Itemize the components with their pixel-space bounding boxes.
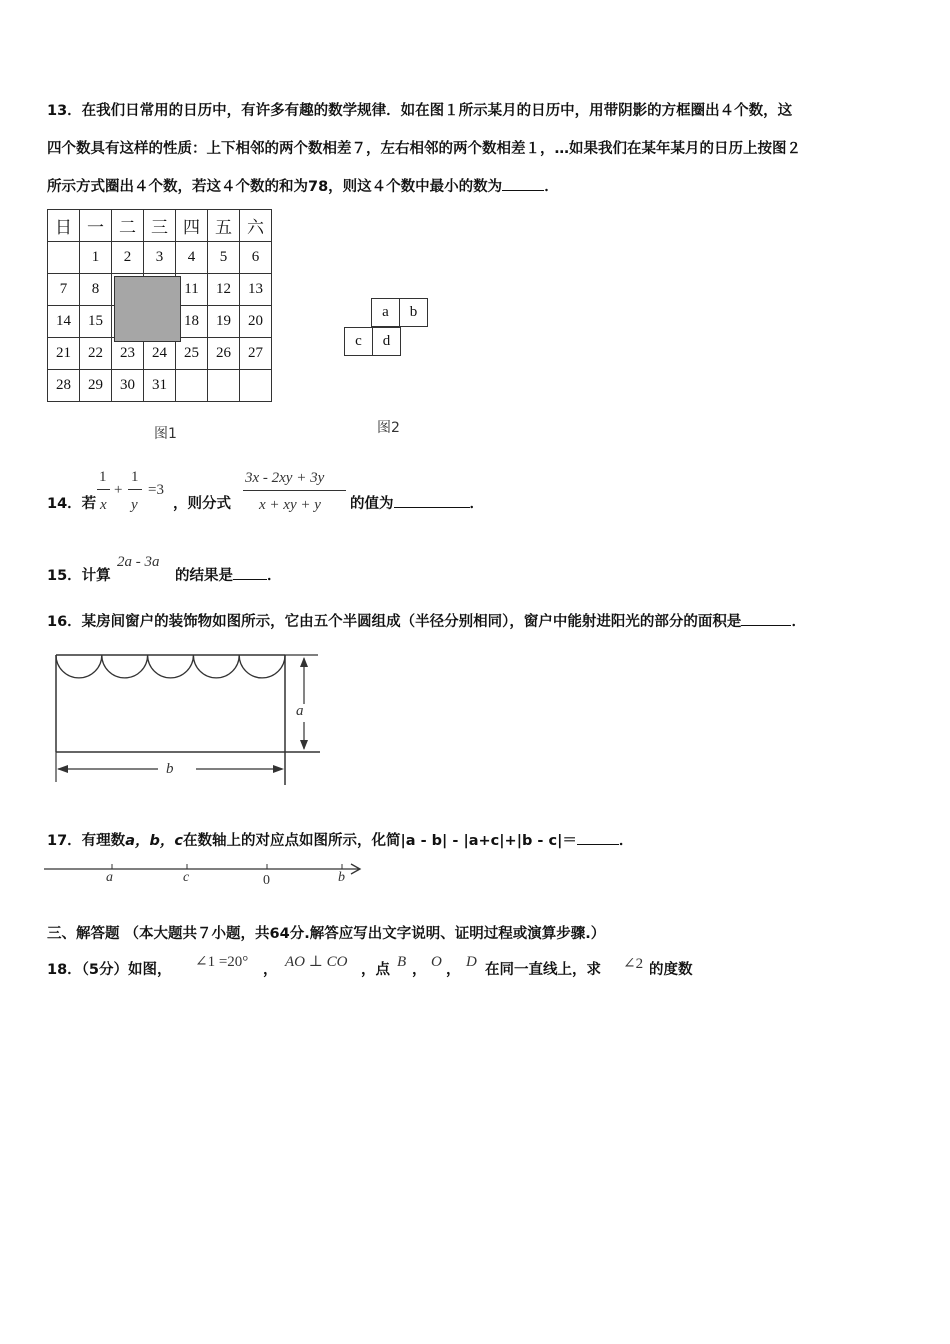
q14-prefix: 14．若 bbox=[47, 496, 97, 512]
calendar-cell: 15 bbox=[80, 306, 112, 338]
calendar-cell: 25 bbox=[176, 338, 208, 370]
answer-blank bbox=[502, 189, 544, 191]
q14-frac3-num: 3x - 2xy + 3y bbox=[245, 470, 325, 486]
q16-label-b: b bbox=[166, 761, 174, 777]
calendar-cell: 22 bbox=[80, 338, 112, 370]
calendar-cell: 5 bbox=[208, 242, 240, 274]
axis-label-zero: 0 bbox=[263, 873, 270, 888]
calendar-cell: 6 bbox=[240, 242, 272, 274]
shaded-box bbox=[114, 276, 181, 342]
q18-comma2: ， bbox=[446, 962, 461, 978]
q14-frac1-den: x bbox=[100, 497, 107, 513]
calendar-cell: 3 bbox=[144, 242, 176, 274]
q14-frac3-den: x + xy + y bbox=[259, 497, 321, 513]
q18-point-d: D bbox=[466, 954, 477, 970]
q15-expr: 2a - 3a bbox=[117, 554, 160, 570]
q18-perp: AO ⊥ CO bbox=[285, 954, 348, 970]
q13-line3-text: 所示方式圈出４个数，若这４个数的和为78，则这４个数中最小的数为 bbox=[47, 179, 503, 195]
q16-text-body: 16．某房间窗户的装饰物如图所示，它由五个半圆组成（半径分别相同），窗户中能射进阳光的部分的面积是 bbox=[47, 614, 742, 630]
calendar-cell bbox=[176, 370, 208, 402]
calendar-cell bbox=[48, 242, 80, 274]
fraction-bar bbox=[243, 490, 346, 491]
calendar-cell: 30 bbox=[112, 370, 144, 402]
q17-mid: 在数轴上的对应点如图所示，化简 bbox=[182, 833, 401, 849]
figure-2-bottom-row bbox=[344, 327, 401, 356]
q17-prefix: 17．有理数 bbox=[47, 833, 126, 849]
calendar-cell: 1 bbox=[80, 242, 112, 274]
q17-text bbox=[47, 834, 633, 849]
q17-expr: |a - b| - |a+c|+|b - c|＝ bbox=[400, 833, 577, 849]
q14-frac1-num: 1 bbox=[99, 469, 107, 485]
calendar-header-row bbox=[48, 210, 272, 242]
q14-end: ． bbox=[469, 496, 484, 512]
fig2-cell-d: d bbox=[373, 328, 401, 356]
window-figure bbox=[50, 650, 330, 790]
calendar-cell: 12 bbox=[208, 274, 240, 306]
q18-prefix: 18．（5分）如图， bbox=[47, 962, 172, 978]
fig2-cell-b: b bbox=[400, 299, 428, 327]
q18-suffix: 的度数 bbox=[649, 962, 693, 978]
calendar-cell: 28 bbox=[48, 370, 80, 402]
q14-plus: + bbox=[114, 482, 123, 498]
calendar-header-cell: 二 bbox=[112, 210, 144, 242]
fig2-cell-a: a bbox=[372, 299, 400, 327]
q18-angle2: ∠2 bbox=[623, 956, 644, 972]
calendar-cell: 27 bbox=[240, 338, 272, 370]
q16-end: ． bbox=[791, 614, 806, 630]
q15-suffix bbox=[175, 569, 282, 584]
figure-2-caption: 图2 bbox=[377, 420, 400, 436]
q14-equals: =3 bbox=[148, 482, 164, 498]
q18-mid: ，点 bbox=[361, 962, 390, 978]
q16-text bbox=[47, 615, 806, 630]
calendar-cell: 8 bbox=[80, 274, 112, 306]
q18-point-b: B bbox=[397, 954, 407, 970]
figure-2-top-row bbox=[371, 298, 428, 327]
q15-end: ． bbox=[267, 568, 282, 584]
calendar-cell: 26 bbox=[208, 338, 240, 370]
calendar-cell: 23 bbox=[112, 338, 144, 370]
answer-blank bbox=[394, 506, 470, 508]
calendar-header-cell: 六 bbox=[240, 210, 272, 242]
answer-blank bbox=[577, 843, 619, 845]
answer-blank bbox=[741, 624, 791, 626]
calendar-cell: 2 bbox=[112, 242, 144, 274]
axis-label-b: b bbox=[338, 870, 345, 885]
calendar-cell: 21 bbox=[48, 338, 80, 370]
q18-point-o: O bbox=[431, 954, 442, 970]
q18-angle1: ∠1 =20° bbox=[195, 954, 249, 970]
answer-blank bbox=[233, 578, 267, 580]
calendar-cell: 19 bbox=[208, 306, 240, 338]
q18-comma1: ， bbox=[412, 962, 427, 978]
calendar-header-cell: 三 bbox=[144, 210, 176, 242]
calendar-header-cell: 四 bbox=[176, 210, 208, 242]
q13-line3 bbox=[47, 180, 559, 195]
calendar-cell: 29 bbox=[80, 370, 112, 402]
q15-prefix: 15．计算 bbox=[47, 568, 111, 584]
calendar-header-cell: 日 bbox=[48, 210, 80, 242]
calendar-cell: 13 bbox=[240, 274, 272, 306]
calendar-cell: 24 bbox=[144, 338, 176, 370]
calendar-cell: 4 bbox=[176, 242, 208, 274]
fraction-bar bbox=[128, 489, 142, 490]
q17-end: ． bbox=[618, 833, 634, 849]
section-3-heading: 三、解答题 （本大题共７小题，共64分.解答应写出文字说明、证明过程或演算步骤.） bbox=[47, 926, 606, 942]
q18-sep1: ， bbox=[263, 962, 278, 978]
figure-1-caption: 图1 bbox=[154, 426, 177, 442]
axis-label-c: c bbox=[183, 870, 190, 885]
q14-frac2-den: y bbox=[131, 497, 138, 513]
q14-suffix bbox=[350, 497, 484, 512]
q18-text: 在同一直线上，求 bbox=[485, 962, 601, 978]
calendar-row bbox=[48, 370, 272, 402]
calendar-cell: 18 bbox=[176, 306, 208, 338]
calendar-row bbox=[48, 242, 272, 274]
calendar-cell: 14 bbox=[48, 306, 80, 338]
q13-line1: 13．在我们日常用的日历中，有许多有趣的数学规律．如在图１所示某月的日历中，用带阴影的方框圈出４个数，这 bbox=[47, 103, 793, 119]
q15-suffix-text: 的结果是 bbox=[175, 568, 233, 584]
fraction-bar bbox=[97, 489, 110, 490]
calendar-row bbox=[48, 338, 272, 370]
calendar-cell: 31 bbox=[144, 370, 176, 402]
q16-label-a: a bbox=[296, 703, 304, 719]
calendar-cell: 20 bbox=[240, 306, 272, 338]
calendar-header-cell: 五 bbox=[208, 210, 240, 242]
number-line bbox=[44, 860, 369, 880]
q13-line2: 四个数具有这样的性质：上下相邻的两个数相差７，左右相邻的两个数相差１，…如果我们在某年某月的日历上按图２ bbox=[47, 141, 801, 157]
q14-suffix-text: 的值为 bbox=[350, 496, 394, 512]
q14-mid: ，则分式 bbox=[173, 496, 231, 512]
q14-frac2-num: 1 bbox=[131, 469, 139, 485]
calendar-cell bbox=[208, 370, 240, 402]
fig2-cell-c: c bbox=[345, 328, 373, 356]
axis-label-a: a bbox=[106, 870, 113, 885]
calendar-cell: 7 bbox=[48, 274, 80, 306]
calendar-cell bbox=[240, 370, 272, 402]
q13-end: ． bbox=[544, 179, 559, 195]
calendar-cell: 11 bbox=[176, 274, 208, 306]
calendar-header-cell: 一 bbox=[80, 210, 112, 242]
q17-vars: a，b，c bbox=[125, 833, 183, 849]
